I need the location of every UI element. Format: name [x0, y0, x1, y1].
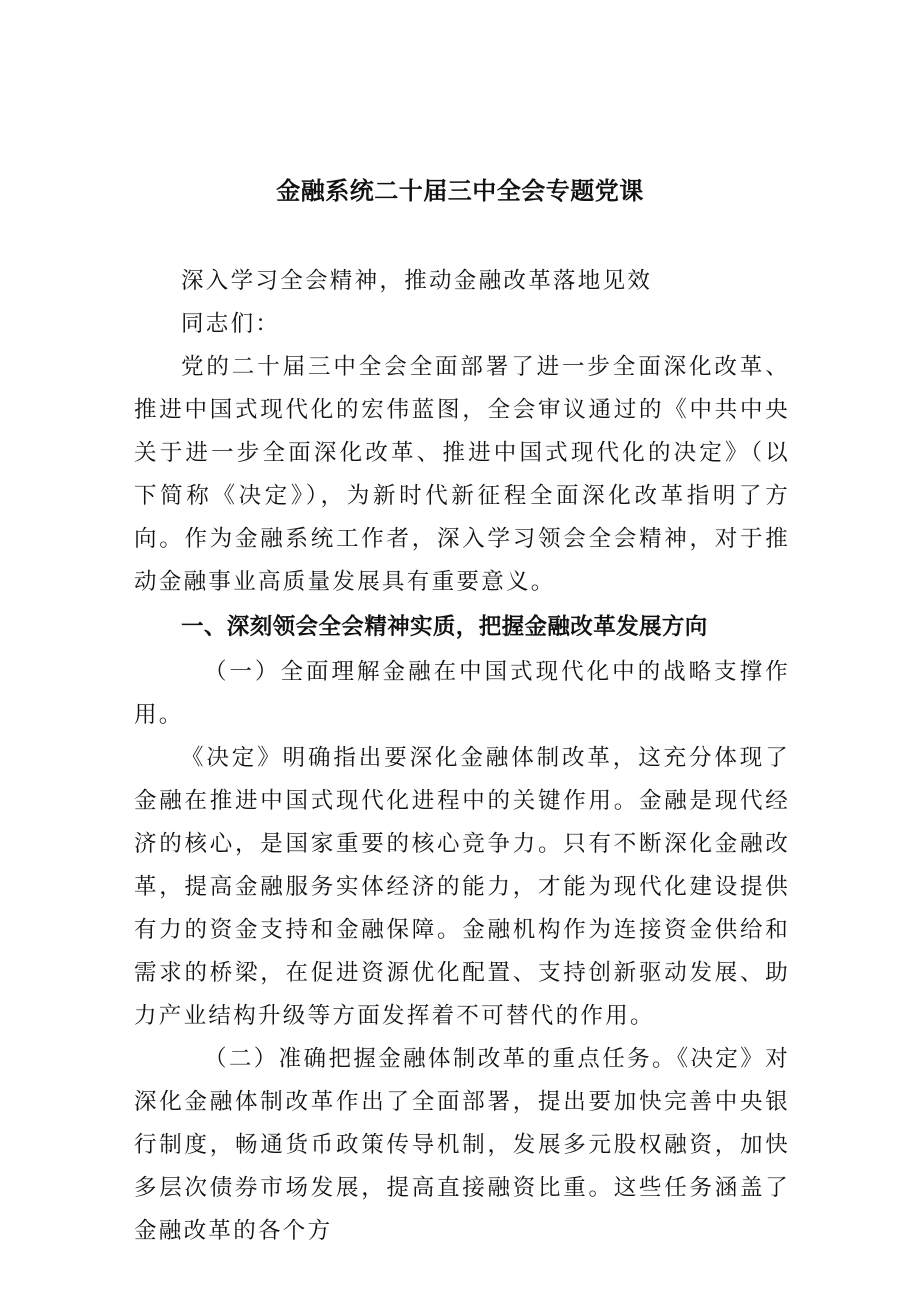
intro-paragraph: 党的二十届三中全会全面部署了进一步全面深化改革、推进中国式现代化的宏伟蓝图，全会审议通过的《中共中央关于进一步全面深化改革、推进中国式现代化的决定》（以下简称《决定》），为新时代新征程全面深化改革指明了方向。作为金融系统工作者，深入学习领会全会精神，对于推动金融事业高质量发展具有重要意义。 [134, 354, 790, 595]
subsection-2-paragraph: （二）准确把握金融体制改革的重点任务。《决定》对深化金融体制改革作出了全面部署，提出要加快完善中央银行制度，畅通货币政策传导机制，发展多元股权融资，加快多层次债券市场发展，提高直接融资比重。这些任务涵盖了金融改革的各个方 [134, 1046, 790, 1244]
document-body [134, 260, 790, 1253]
subsection-1-heading: （一）全面理解金融在中国式现代化中的战略支撑作用。 [134, 659, 790, 728]
section-1-heading: 一、深刻领会全会精神实质，把握金融改革发展方向 [181, 614, 708, 640]
salutation: 同志们： [181, 311, 281, 337]
subsection-1-body: 《决定》明确指出要深化金融体制改革，这充分体现了金融在推进中国式现代化进程中的关键作用。金融是现代经济的核心，是国家重要的核心竞争力。只有不断深化金融改革，提高金融服务实体经济的能力，才能为现代化建设提供有力的资金支持和金融保障。金融机构作为连接资金供给和需求的桥梁，在促进资源优化配置、支持创新驱动发展、助力产业结构升级等方面发挥着不可替代的作用。 [134, 745, 790, 1029]
document-subtitle: 深入学习全会精神，推动金融改革落地见效 [181, 268, 653, 294]
document-title: 金融系统二十届三中全会专题党课 [276, 177, 644, 205]
